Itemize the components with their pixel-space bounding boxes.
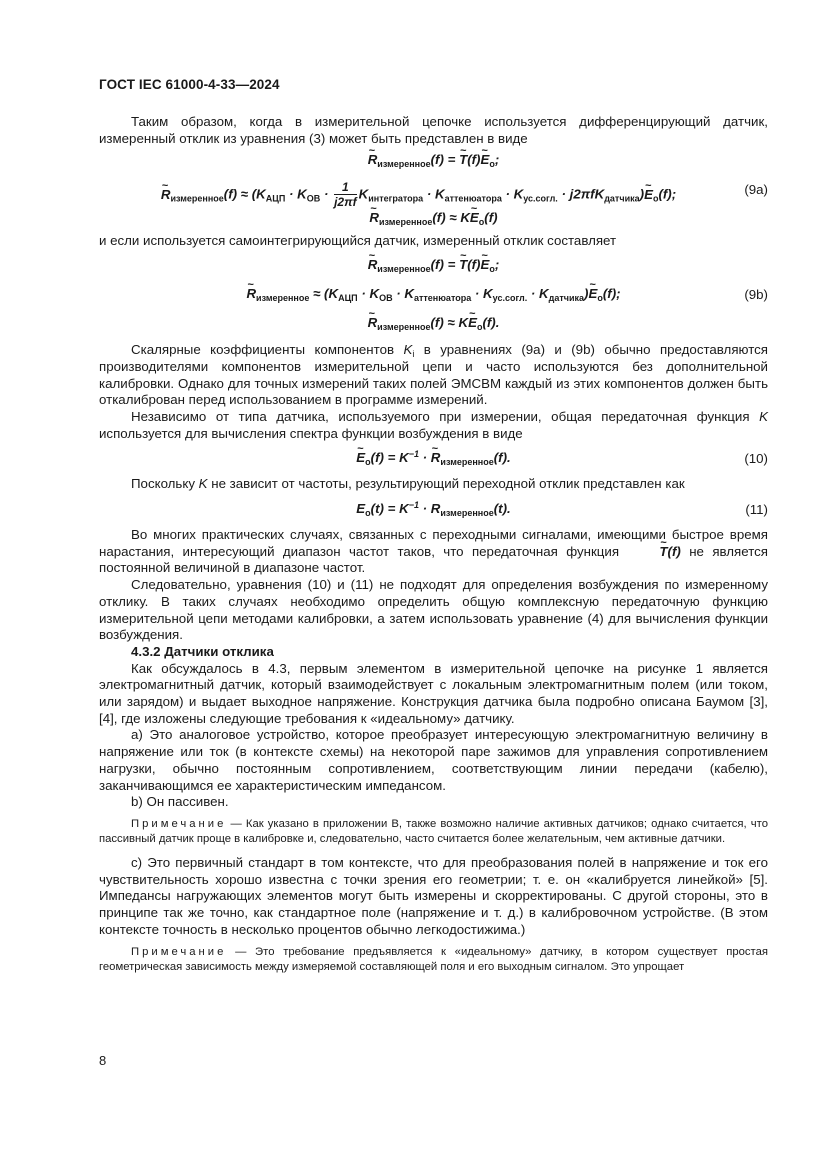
paragraph-2: и если используется самоинтегрирующийся датчик, измеренный отклик составляет	[99, 233, 617, 249]
equation-9b: ~ $R_{измеренное} \approx (K_{АЦП} \cdot K_{ОВ} \cdot K_{аттенюатора} \cdot K_{ус.согл.}$ · $K_{датчика})\sim$ $E_о(f)$; (9b)	[99, 278, 768, 312]
equation-number-9a: (9a)	[744, 182, 768, 198]
equation-9b-line3: ~ $R_{измеренное}(f)$ ≈ K~ $E_о(f)$.	[99, 312, 768, 336]
paragraph-8: Как обсуждалось в 4.3, первым элементом в измерительной цепочке на рисунке 1 является электромагнитный датчик, который взаимодействует с локальным электромагнитным полем (или током, или зарядом) и выдает выходное напряжение. Конструкция датчика была подробно описана Баумом [3], [4], где изложены следующие требования к «идеальному» датчику.	[99, 660, 768, 726]
paragraph-4: Независимо от типа датчика, используемого при измерении, общая передаточная функция K используется для вычисления спектра функции возбуждения в виде	[99, 408, 768, 441]
equation-9a-line3: ~ $R_{измеренное}(f)$ ≈ K~ $E_о(f)$	[99, 207, 768, 231]
equation-number-10: (10)	[744, 451, 768, 467]
equation-number-9b: (9b)	[744, 287, 768, 303]
paragraph-7: Следовательно, уравнения (10) и (11) не подходят для определения возбуждения по измеренному отклику. В таких случаях необходимо определить общую комплексную передаточную функцию измерительной цепи методами калибровки, а затем использовать уравнение (4) для вычисления функции возбуждения.	[99, 577, 768, 643]
note-1: Примечание — Как указано в приложении В, также возможно наличие активных датчиков; однако считается, что пассивный датчик проще в калибровке и, следовательно, часто считается более желательным, чем активные датчики.	[99, 817, 768, 845]
equation-11: $E_о(t) = K^{-1} \cdot R_{измеренное}(t)$. (11)	[356, 500, 768, 519]
paragraph-3: Скалярные коэффициенты компонентов $K_i$ в уравнениях (9а) и (9b) обычно предоставляются производителями компонентов измерительной цепи и часто используются без дополнительной калибровки. Однако для точных измерений таких полей ЭМСВМ каждый из этих компонентов должен быть откалиброван перед использованием в программе измерений.	[99, 342, 768, 408]
page-number: 8	[99, 1053, 107, 1068]
note-2: Примечание — Это требование предъявляется к «идеальному» датчику, в котором существует простая геометрическая зависимость между измеряемой составляющей поля и его выходным сигналом. Это упрощает	[99, 945, 768, 973]
document-header: ГОСТ IEC 61000-4-33—2024	[99, 77, 280, 92]
paragraph-1: Таким образом, когда в измерительной цепочке используется дифференцирующий датчик, измеренный отклик из уравнения (3) может быть представлен в виде	[99, 114, 768, 146]
equation-9b-line1: ~ $R_{измеренное}(f)$ = ~ T(f)~ $E_о$;	[99, 254, 768, 278]
paragraph-6: Во многих практических случаях, связанных с переходными сигналами, имеющими быстрое время нарастания, интересующий диапазон частот таков, что передаточная функция ~ T(f) не является постоянной величиной в диапазоне частот.	[99, 527, 768, 577]
page-content	[99, 114, 768, 975]
equation-10: ~ $E_о(f) = K^{-1}$ · ~ $R_{измеренное}(f)$. (10)	[99, 442, 768, 476]
fraction: $\frac{1}{j2\pi f}$	[334, 180, 357, 210]
equation-9a: ~ $R_{измеренное}(f) \approx (K_{АЦП} \cdot K_{ОВ}$ · $\frac{1}{j2\pi f}$ $K_{интегратора} \cdot K_{аттенюатора} \cdot K_{ус.согл.}$ · j2πfK$_{датчика}$)~ $E_о(f)$; (9a)	[99, 173, 768, 207]
paragraph-11: с) Это первичный стандарт в том контексте, что для преобразования полей в напряжение и ток его чувствительность хорошо известна с точки зрения его геометрии; т. е. он «калибруется линейкой» [5]. Импедансы нагружающих элементов могут быть измерены и скорректированы. С другой стороны, это в принципе так же точно, как стандартное поле (напряжение и т. д.) в калибровочном устройстве. (В этом контексте точность в несколько процентов обычно легкодостижима.)	[99, 854, 768, 937]
paragraph-10: b) Он пассивен.	[131, 794, 229, 810]
paragraph-9: а) Это аналоговое устройство, которое преобразует интересующую электромагнитную величину в напряжение или ток (в контексте схемы) на некоторой паре зажимов для управления сопротивлением нагрузки, обычно постоянным сопротивлением, соответствующим линии передачи (кабелю), заканчивающимся ее характеристическим импедансом.	[99, 727, 768, 793]
paragraph-5: Поскольку K не зависит от частоты, результирующий переходной отклик представлен как	[131, 476, 685, 492]
section-title: 4.3.2 Датчики отклика	[131, 643, 274, 659]
equation-number-11: (11)	[745, 502, 768, 518]
equation-9a-line1: ~ $R_{измеренное}(f)$ = ~ T(f)~ $E_о$;	[99, 149, 768, 173]
